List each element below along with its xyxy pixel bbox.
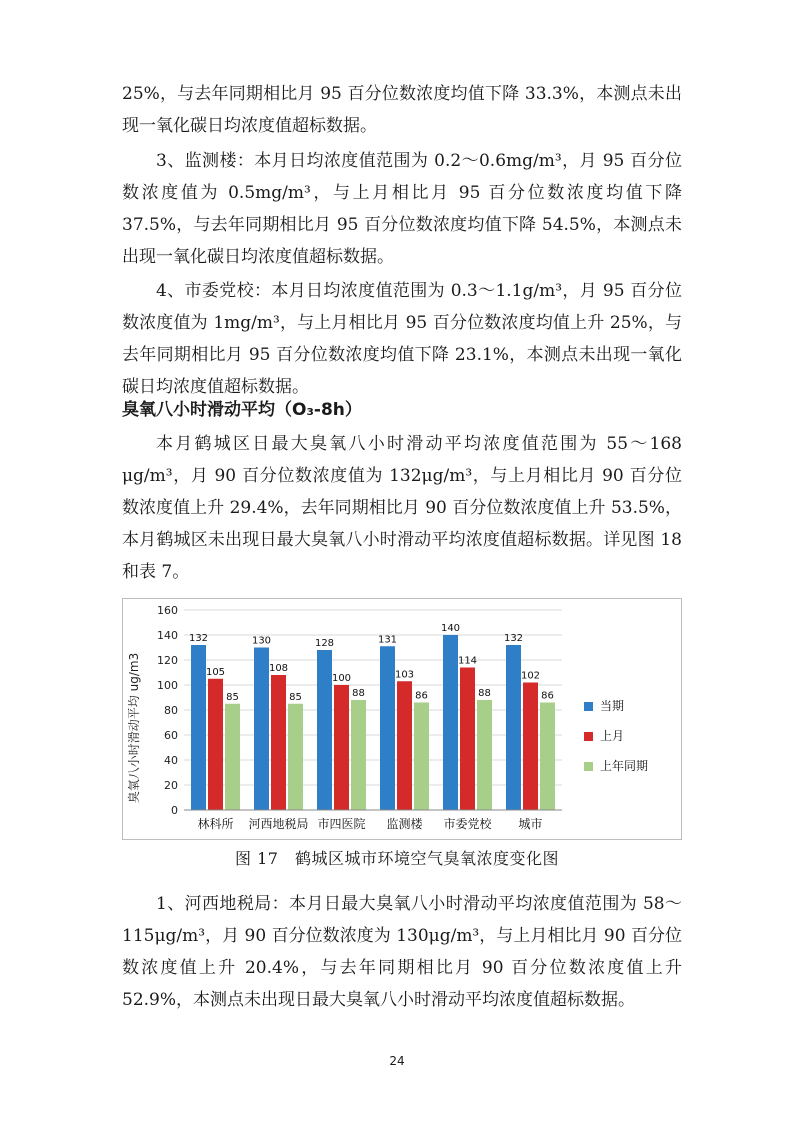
bar <box>208 679 223 810</box>
y-tick-label: 20 <box>164 779 178 792</box>
y-tick-label: 120 <box>157 654 178 667</box>
paragraph-ozone-hexidishuiju: 1、河西地税局：本月日最大臭氧八小时滑动平均浓度值范围为 58～115μg/m³，月 90 百分位数浓度为 130μg/m³，与上月相比月 90 百分位数浓度值上升 20.4%，与去年同期相比月 90 百分位数浓度值上升 52.9%，本测点未出现日最大臭氧八小时滑动平均浓度值超标数据。 <box>122 894 682 1010</box>
paragraph-co-jiancelou: 3、监测楼：本月日均浓度值范围为 0.2～0.6mg/m³，月 95 百分位数浓度值为 0.5mg/m³，与上月相比月 95 百分位数浓度均值下降 37.5%，与去年同期相比月 95 百分位数浓度均值下降 54.5%，本测点未出现一氧化碳日均浓度值超标数据。 <box>122 151 682 267</box>
chart-svg <box>122 598 682 840</box>
data-label: 108 <box>268 663 289 674</box>
bar <box>254 648 269 811</box>
x-tick-label: 市四医院 <box>317 817 366 831</box>
bar <box>397 681 412 810</box>
legend-label: 上年同期 <box>600 759 649 773</box>
bar <box>334 685 349 810</box>
legend-swatch <box>584 732 593 741</box>
x-tick-label: 监测楼 <box>386 817 423 831</box>
bar <box>380 646 395 810</box>
page-number: 24 <box>389 1054 405 1068</box>
y-tick-label: 140 <box>157 629 178 642</box>
data-label: 86 <box>415 690 428 702</box>
bar <box>414 703 429 811</box>
bar <box>225 704 240 810</box>
data-label: 132 <box>188 633 209 644</box>
data-label: 103 <box>394 669 415 681</box>
bar <box>317 650 332 810</box>
legend-swatch <box>584 762 593 771</box>
data-label: 85 <box>226 691 239 703</box>
data-label: 86 <box>541 690 554 702</box>
figure-caption: 图 17 鹤城区城市环境空气臭氧浓度变化图 <box>235 849 559 868</box>
paragraph-co-shiweidangxiao: 4、市委党校：本月日均浓度值范围为 0.3～1.1g/m³，月 95 百分位数浓度值为 1mg/m³，与上月相比月 95 百分位数浓度均值上升 25%，与去年同期相比月 95 百分位数浓度均值下降 23.1%，本测点未出现一氧化碳日均浓度值超标数据。 <box>122 281 682 397</box>
x-tick-label: 林科所 <box>197 817 234 831</box>
data-label: 88 <box>352 688 365 699</box>
y-tick-label: 0 <box>171 804 178 817</box>
paragraph-ozone-summary: 本月鹤城区日最大臭氧八小时滑动平均浓度值范围为 55～168 μg/m³，月 90 百分位数浓度值为 132μg/m³，与上月相比月 90 百分位数浓度值上升 29.4%，去年同期相比月 90 百分位数浓度值上升 53.5%，本月鹤城区未出现日最大臭氧八小时滑动平均浓度值超标数据。详见图 18 和表 7。 <box>122 434 682 582</box>
bar <box>351 700 366 810</box>
legend-swatch <box>584 702 593 711</box>
paragraph-co-linkesuo-tail: 25%，与去年同期相比月 95 百分位数浓度均值下降 33.3%，本测点未出现一氧化碳日均浓度值超标数据。 <box>122 84 682 136</box>
bar <box>540 703 555 811</box>
data-label: 88 <box>478 688 491 699</box>
x-tick-label: 市委党校 <box>443 817 492 831</box>
data-label: 100 <box>331 673 352 684</box>
bar <box>271 675 286 810</box>
legend-label: 当期 <box>600 699 625 713</box>
bar <box>460 668 475 811</box>
data-label: 140 <box>440 623 461 634</box>
y-tick-label: 60 <box>164 729 178 742</box>
ozone-bar-chart <box>122 598 682 840</box>
y-tick-label: 100 <box>157 679 178 692</box>
bar <box>506 645 521 810</box>
data-label: 114 <box>457 655 478 667</box>
legend-label: 上月 <box>600 729 625 743</box>
bar <box>191 645 206 810</box>
data-label: 130 <box>251 635 272 647</box>
data-label: 128 <box>314 638 335 649</box>
y-axis-label: 臭氧八小时滑动平均 ug/m3 <box>127 652 141 804</box>
y-tick-label: 40 <box>164 754 178 767</box>
y-tick-label: 160 <box>157 604 178 617</box>
bar <box>288 704 303 810</box>
data-label: 131 <box>377 634 398 646</box>
data-label: 105 <box>205 666 226 678</box>
data-label: 85 <box>289 691 302 703</box>
bar <box>477 700 492 810</box>
data-label: 132 <box>503 633 524 644</box>
bar <box>443 635 458 810</box>
section-heading-ozone: 臭氧八小时滑动平均（O₃-8h） <box>122 400 362 420</box>
data-label: 102 <box>520 670 541 682</box>
x-tick-label: 城市 <box>518 817 543 831</box>
bar <box>523 683 538 811</box>
x-tick-label: 河西地税局 <box>248 817 309 831</box>
y-tick-label: 80 <box>164 704 178 717</box>
